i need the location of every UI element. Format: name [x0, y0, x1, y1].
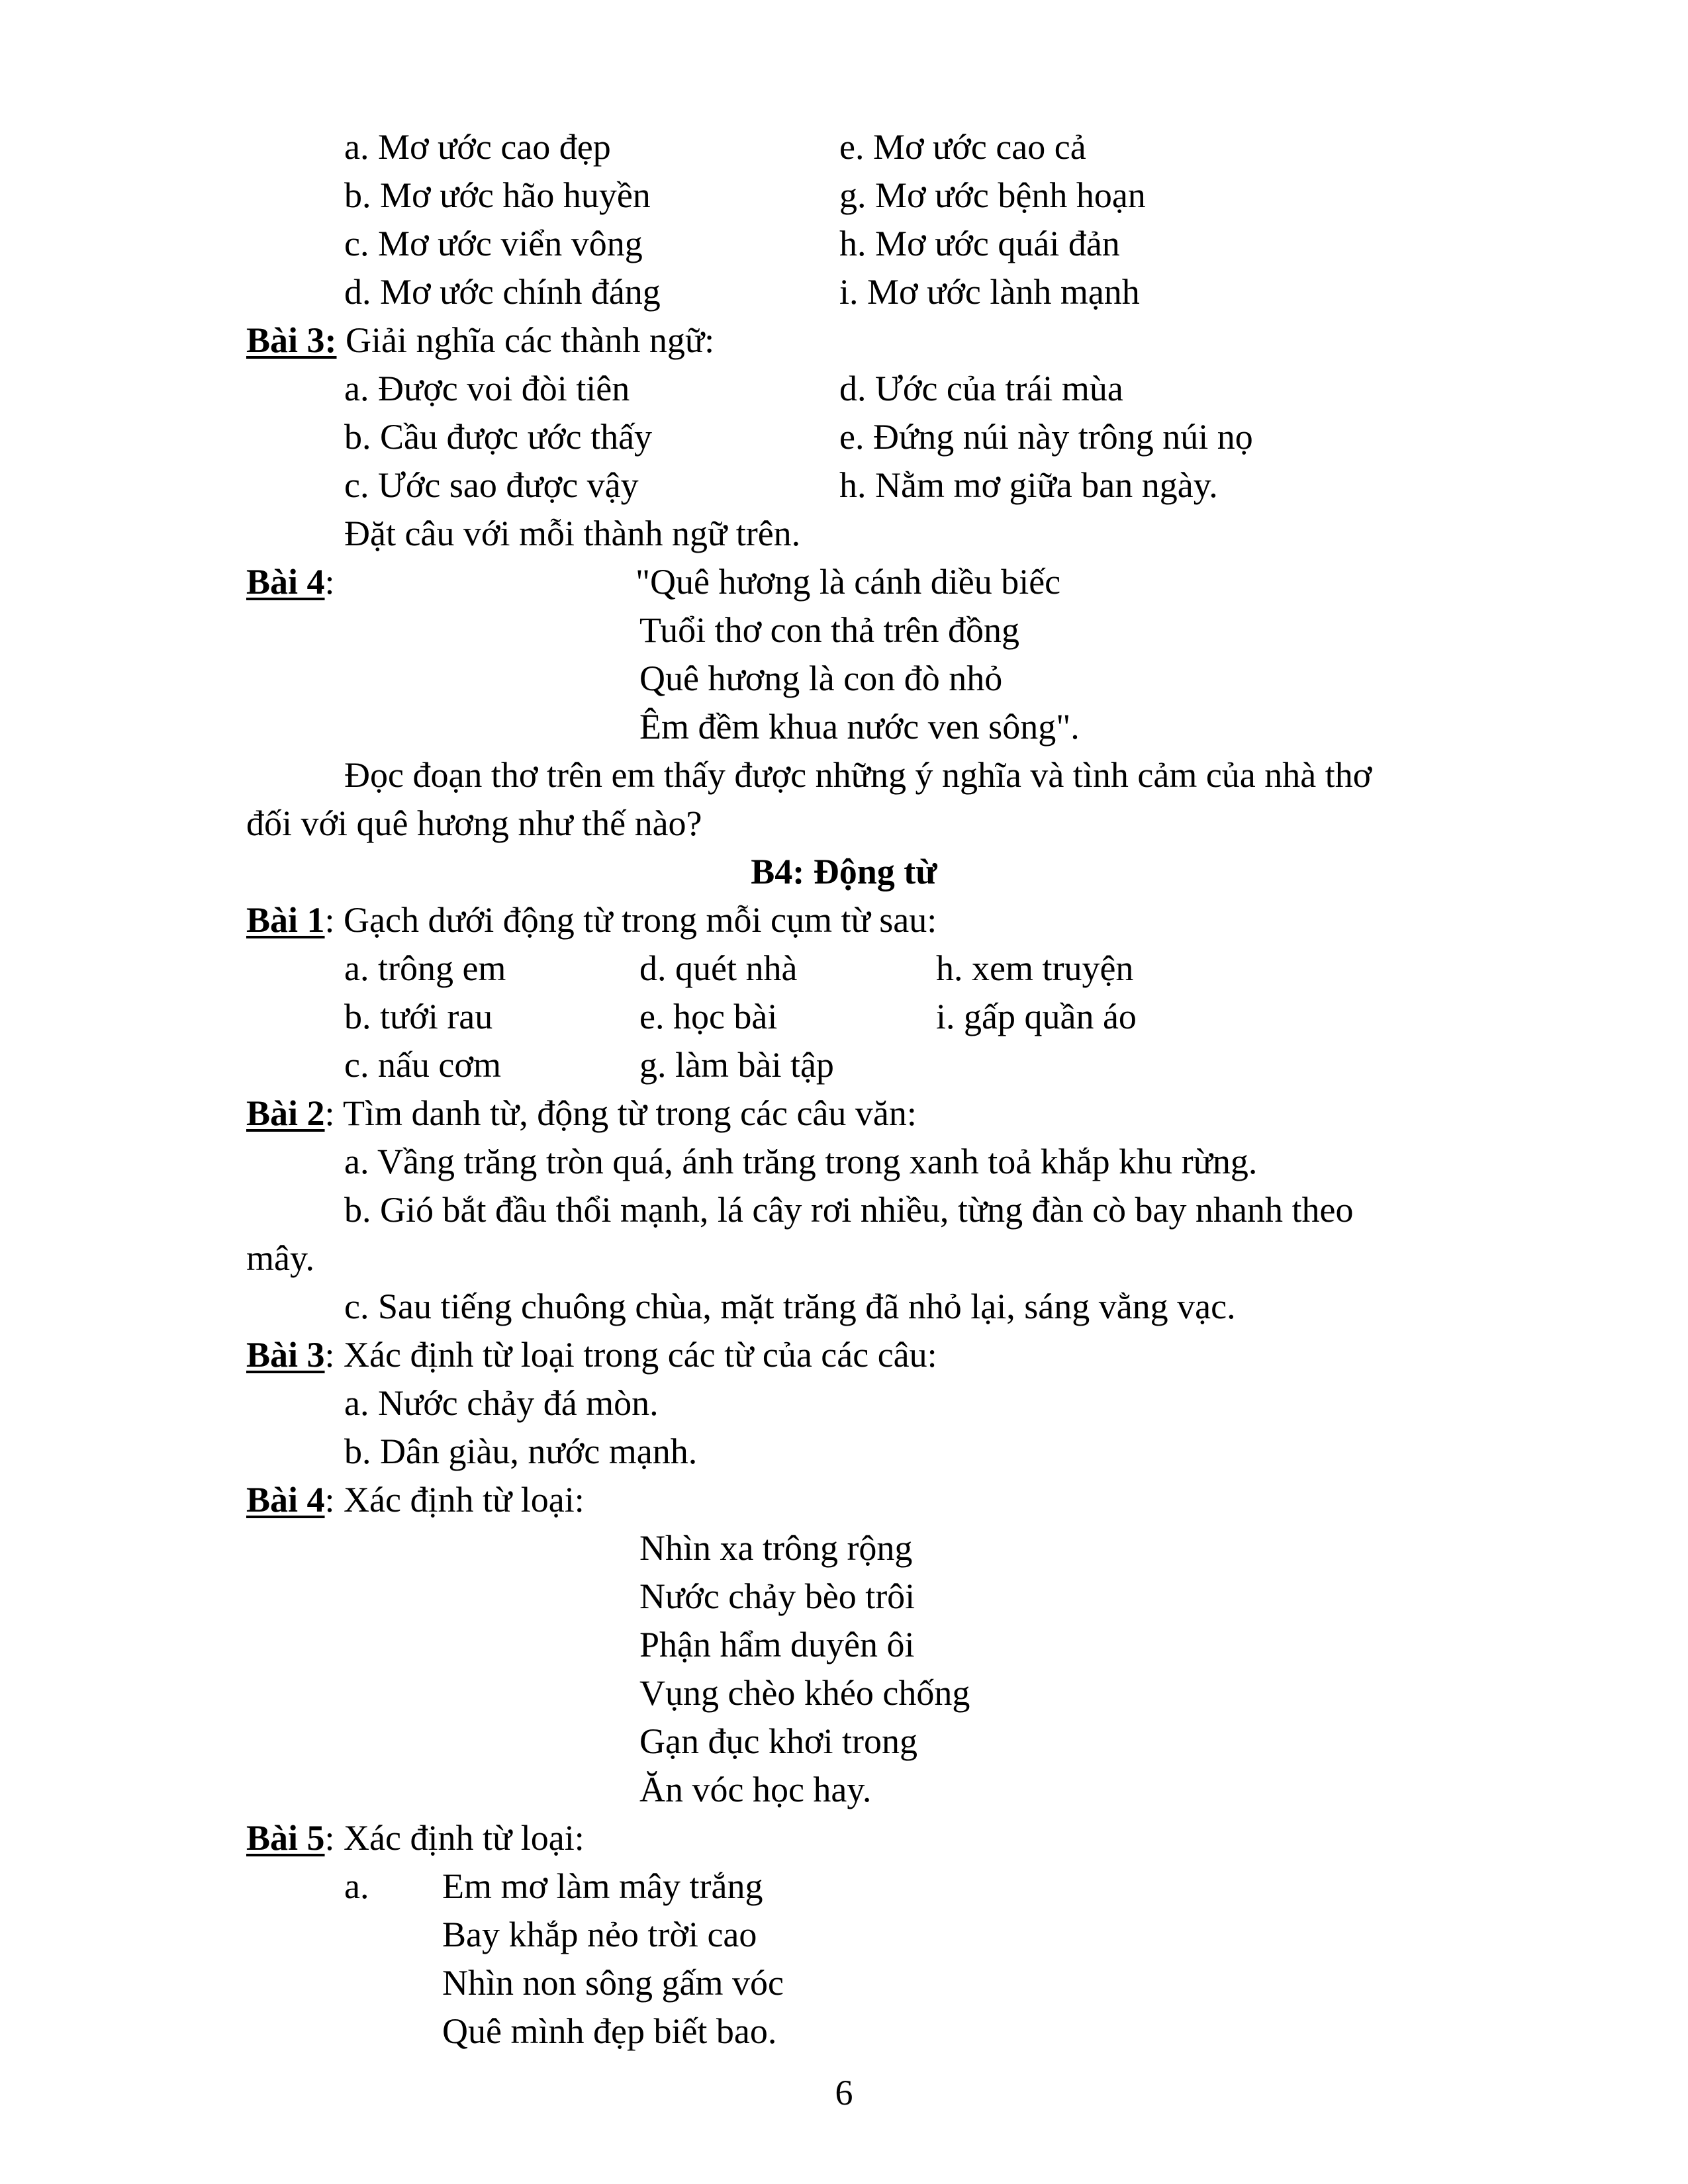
prev-bai3-label: Bài 3:	[246, 320, 337, 360]
bai4-poem-line-1: Nhìn xa trông rộng	[639, 1528, 913, 1568]
bai4-label: Bài 4	[246, 1480, 325, 1520]
prev-bai4-poem-line-2: Tuổi thơ con thả trên đồng	[639, 610, 1020, 650]
bai3-label: Bài 3	[246, 1335, 325, 1375]
bai5-poem-line-1: Em mơ làm mây trắng	[442, 1866, 763, 1906]
bai4-poem-line-2: Nước chảy bèo trôi	[639, 1576, 915, 1616]
idiom-b: b. Cầu được ước thấy	[344, 417, 653, 457]
option-d: d. Mơ ước chính đáng	[344, 272, 661, 312]
option-a: a. Mơ ước cao đẹp	[344, 127, 611, 167]
option-c: c. Mơ ước viển vông	[344, 224, 643, 263]
bai1-item-b: b. tưới rau	[344, 997, 493, 1036]
bai4-poem-line-5: Gạn đục khơi trong	[639, 1721, 917, 1761]
bai1-prompt: : Gạch dưới động từ trong mỗi cụm từ sau:	[324, 900, 937, 940]
bai4-poem-line-6: Ăn vóc học hay.	[639, 1770, 872, 1809]
bai4-poem-line-4: Vụng chèo khéo chống	[639, 1673, 970, 1713]
bai2-sentence-b-line-1: b. Gió bắt đầu thổi mạnh, lá cây rơi nhiều, từng đàn cò bay nhanh theo	[344, 1190, 1354, 1230]
bai1-item-d: d. quét nhà	[639, 948, 798, 988]
option-i: i. Mơ ước lành mạnh	[839, 272, 1140, 312]
prev-bai4-poem-line-3: Quê hương là con đò nhỏ	[639, 659, 1003, 698]
bai5-poem-line-2: Bay khắp nẻo trời cao	[442, 1915, 757, 1954]
bai2-label: Bài 2	[246, 1093, 325, 1133]
idiom-e: e. Đứng núi này trông núi nọ	[839, 417, 1253, 457]
bai1-label: Bài 1	[246, 900, 325, 940]
bai2-heading	[246, 1089, 917, 1137]
idiom-instruction: Đặt câu với mỗi thành ngữ trên.	[344, 514, 801, 553]
bai2-sentence-c: c. Sau tiếng chuông chùa, mặt trăng đã nhỏ lại, sáng vằng vạc.	[344, 1287, 1236, 1326]
section-title: B4: Động từ	[751, 852, 937, 891]
prev-bai4-poem-line-1: "Quê hương là cánh diều biếc	[635, 562, 1061, 602]
idiom-c: c. Ước sao được vậy	[344, 465, 639, 505]
option-h: h. Mơ ước quái đản	[839, 224, 1120, 263]
prev-bai4-heading	[246, 558, 335, 606]
bai5-heading	[246, 1814, 585, 1862]
bai5-poem-line-4: Quê mình đẹp biết bao.	[442, 2011, 777, 2051]
option-e: e. Mơ ước cao cả	[839, 127, 1086, 167]
bai2-prompt: : Tìm danh từ, động từ trong các câu văn:	[324, 1093, 917, 1133]
bai4-poem-line-3: Phận hẩm duyên ôi	[639, 1625, 915, 1664]
idiom-a: a. Được voi đòi tiên	[344, 369, 630, 408]
bai2-sentence-b-line-2: mây.	[246, 1238, 314, 1278]
option-g: g. Mơ ước bệnh hoạn	[839, 175, 1146, 215]
idiom-h: h. Nằm mơ giữa ban ngày.	[839, 465, 1218, 505]
bai5-prompt: : Xác định từ loại:	[324, 1818, 585, 1858]
prev-bai4-question-line-1: Đọc đoạn thơ trên em thấy được những ý nghĩa và tình cảm của nhà thơ	[344, 755, 1372, 795]
prev-bai3-prompt: Giải nghĩa các thành ngữ:	[336, 320, 715, 360]
bai1-item-g: g. làm bài tập	[639, 1045, 834, 1085]
prev-bai4-poem-line-4: Êm đềm khua nước ven sông".	[639, 707, 1080, 747]
page-number: 6	[835, 2073, 853, 2113]
bai4-prompt: : Xác định từ loại:	[324, 1480, 585, 1520]
bai5-label: Bài 5	[246, 1818, 325, 1858]
bai2-sentence-a: a. Vầng trăng tròn quá, ánh trăng trong xanh toả khắp khu rừng.	[344, 1142, 1258, 1181]
bai1-item-h: h. xem truyện	[936, 948, 1134, 988]
prev-bai4-colon: :	[324, 562, 335, 602]
bai3-sentence-a: a. Nước chảy đá mòn.	[344, 1383, 659, 1423]
bai4-heading	[246, 1476, 585, 1524]
bai3-heading	[246, 1331, 937, 1379]
prev-bai4-label: Bài 4	[246, 562, 325, 602]
bai3-sentence-b: b. Dân giàu, nước mạnh.	[344, 1432, 698, 1471]
bai1-item-a: a. trông em	[344, 948, 506, 988]
option-b: b. Mơ ước hão huyền	[344, 175, 651, 215]
bai1-item-i: i. gấp quần áo	[936, 997, 1137, 1036]
bai1-item-c: c. nấu cơm	[344, 1045, 501, 1085]
bai5-marker: a.	[344, 1866, 369, 1906]
prev-bai4-question-line-2: đối với quê hương như thế nào?	[246, 803, 702, 843]
bai5-poem-line-3: Nhìn non sông gấm vóc	[442, 1963, 784, 2003]
prev-bai3-heading	[246, 316, 714, 364]
idiom-d: d. Ước của trái mùa	[839, 369, 1123, 408]
bai3-prompt: : Xác định từ loại trong các từ của các câu:	[324, 1335, 937, 1375]
bai1-heading	[246, 896, 937, 944]
bai1-item-e: e. học bài	[639, 997, 778, 1036]
